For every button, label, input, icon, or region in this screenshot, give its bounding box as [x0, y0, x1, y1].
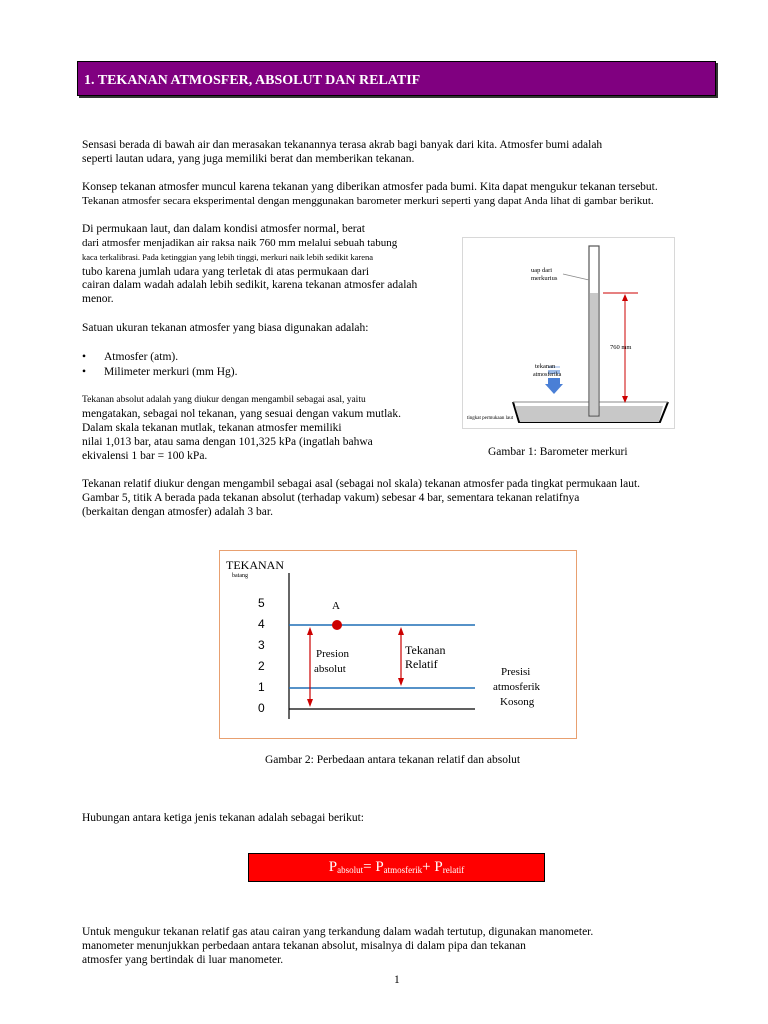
- fig2-vac-label: Kosong: [500, 696, 535, 708]
- units-bullet-1: •: [82, 351, 87, 363]
- barometer-figure: [462, 237, 675, 429]
- formula-p-absolut: P: [328, 859, 338, 875]
- relation-text: Hubungan antara ketiga jenis tekanan adalah sebagai berikut:: [82, 812, 364, 824]
- fig2-tick-5: 5: [258, 596, 265, 610]
- formula-p-atmosferik: P: [375, 859, 384, 875]
- fig1-760-label: 760 mm: [610, 344, 632, 351]
- fig1-vapor-label-1: uap dari: [531, 267, 553, 274]
- pressure-arrow-icon: [545, 384, 563, 394]
- units-item-1: Atmosfer (atm).: [104, 351, 179, 363]
- pressure-scale-figure: [219, 550, 577, 739]
- intro-line-1: Sensasi berada di bawah air dan merasakan tekanannya terasa akrab bagi banyak dari kita. Atmosfer bumi adalah: [82, 139, 603, 151]
- relative-line-2: Gambar 5, titik A berada pada tekanan absolut (terhadap vakum) sebesar 4 bar, sementara tekanan relatifnya: [82, 492, 580, 504]
- page-number: 1: [394, 974, 400, 986]
- formula-plus: +: [422, 859, 435, 875]
- formula-sub-atmosferik: atmosferik: [383, 865, 423, 875]
- fig1-pressure-label-1: tekanan: [535, 363, 556, 370]
- pressure-formula: [248, 853, 545, 882]
- sealevel-line-3: kaca terkalibrasi. Pada ketinggian yang lebih tinggi, merkuri naik lebih sedikit karena: [82, 252, 374, 262]
- fig2-tick-4: 4: [258, 617, 265, 631]
- absolute-line-5: ekivalensi 1 bar = 100 kPa.: [82, 450, 208, 462]
- fig1-ground-label: tingkat permukaan laut: [467, 416, 514, 421]
- formula-sub-absolut: absolut: [337, 865, 364, 875]
- point-a-marker: [332, 620, 342, 630]
- section-title: 1. TEKANAN ATMOSFER, ABSOLUT DAN RELATIF: [84, 73, 421, 88]
- absolute-line-4: nilai 1,013 bar, atau sama dengan 101,325 kPa (ingatlah bahwa: [82, 436, 373, 448]
- absolute-line-3: Dalam skala tekanan mutlak, tekanan atmosfer memiliki: [82, 422, 342, 434]
- fig2-axis-unit: batang: [232, 573, 248, 579]
- fig2-tick-2: 2: [258, 659, 265, 673]
- figure2-caption: Gambar 2: Perbedaan antara tekanan relatif dan absolut: [265, 754, 521, 766]
- section-header: [77, 61, 716, 96]
- fig2-tick-0: 0: [258, 701, 265, 715]
- sealevel-line-2: dari atmosfer menjadikan air raksa naik 760 mm melalui sebuah tabung: [82, 237, 398, 249]
- sealevel-line-4: tubo karena jumlah udara yang terletak di atas permukaan dari: [82, 266, 370, 278]
- sealevel-line-5: cairan dalam wadah adalah lebih sedikit, karena tekanan atmosfer adalah: [82, 279, 418, 291]
- units-bullet-2: •: [82, 366, 87, 378]
- fig1-vapor-label-2: merkurius: [531, 275, 558, 282]
- units-item-2: Milimeter merkuri (mm Hg).: [104, 366, 238, 378]
- fig2-atm-label-2: atmosferik: [493, 681, 541, 693]
- intro-line-2: seperti lautan udara, yang juga memiliki berat dan memberikan tekanan.: [82, 153, 415, 165]
- fig2-rel-label-1: Tekanan: [405, 643, 446, 657]
- fig2-rel-label-2: Relatif: [405, 657, 438, 671]
- concept-line-2: Tekanan atmosfer secara eksperimental dengan menggunakan barometer merkuri seperti yang dapat Anda lihat di gambar berikut.: [82, 195, 654, 207]
- pressure-scale-diagram: [220, 551, 576, 738]
- manometer-line-3: atmosfer yang bertindak di luar manometer.: [82, 954, 284, 966]
- fig1-pressure-label-2: atmosferika: [533, 372, 562, 378]
- units-intro: Satuan ukuran tekanan atmosfer yang biasa digunakan adalah:: [82, 322, 369, 334]
- relative-line-3: (berkaitan dengan atmosfer) adalah 3 bar.: [82, 506, 273, 518]
- fig2-abs-label-2: absolut: [314, 663, 346, 675]
- fig2-axis-title: TEKANAN: [226, 558, 284, 572]
- fig2-abs-label-1: Presion: [316, 648, 349, 660]
- concept-line-1: Konsep tekanan atmosfer muncul karena tekanan yang diberikan atmosfer pada bumi. Kita dapat mengukur tekanan tersebut.: [82, 181, 658, 193]
- manometer-line-2: manometer menunjukkan perbedaan antara tekanan absolut, misalnya di dalam pipa dan tekanan: [82, 940, 526, 952]
- fig2-point-label: A: [332, 600, 340, 612]
- formula-equals: =: [363, 859, 376, 875]
- fig2-tick-3: 3: [258, 638, 265, 652]
- relative-line-1: Tekanan relatif diukur dengan mengambil sebagai asal (sebagai nol skala) tekanan atmosfer pada tingkat permukaan laut.: [82, 478, 641, 490]
- fig2-tick-1: 1: [258, 680, 265, 694]
- manometer-line-1: Untuk mengukur tekanan relatif gas atau cairan yang terkandung dalam wadah tertutup, digunakan manometer.: [82, 926, 594, 938]
- formula-sub-relatif: relatif: [442, 865, 465, 875]
- absolute-line-1: Tekanan absolut adalah yang diukur dengan mengambil sebagai asal, yaitu: [82, 395, 366, 405]
- sealevel-line-6: menor.: [82, 293, 114, 305]
- barometer-diagram: [463, 238, 674, 428]
- mercury-column: [590, 293, 598, 415]
- formula-p-relatif: P: [434, 859, 443, 875]
- fig2-atm-label-1: Presisi: [501, 666, 531, 678]
- sealevel-line-1: Di permukaan laut, dan dalam kondisi atmosfer normal, berat: [82, 223, 365, 235]
- figure1-caption: Gambar 1: Barometer merkuri: [488, 446, 628, 458]
- absolute-line-2: mengatakan, sebagai nol tekanan, yang sesuai dengan vakum mutlak.: [82, 408, 402, 420]
